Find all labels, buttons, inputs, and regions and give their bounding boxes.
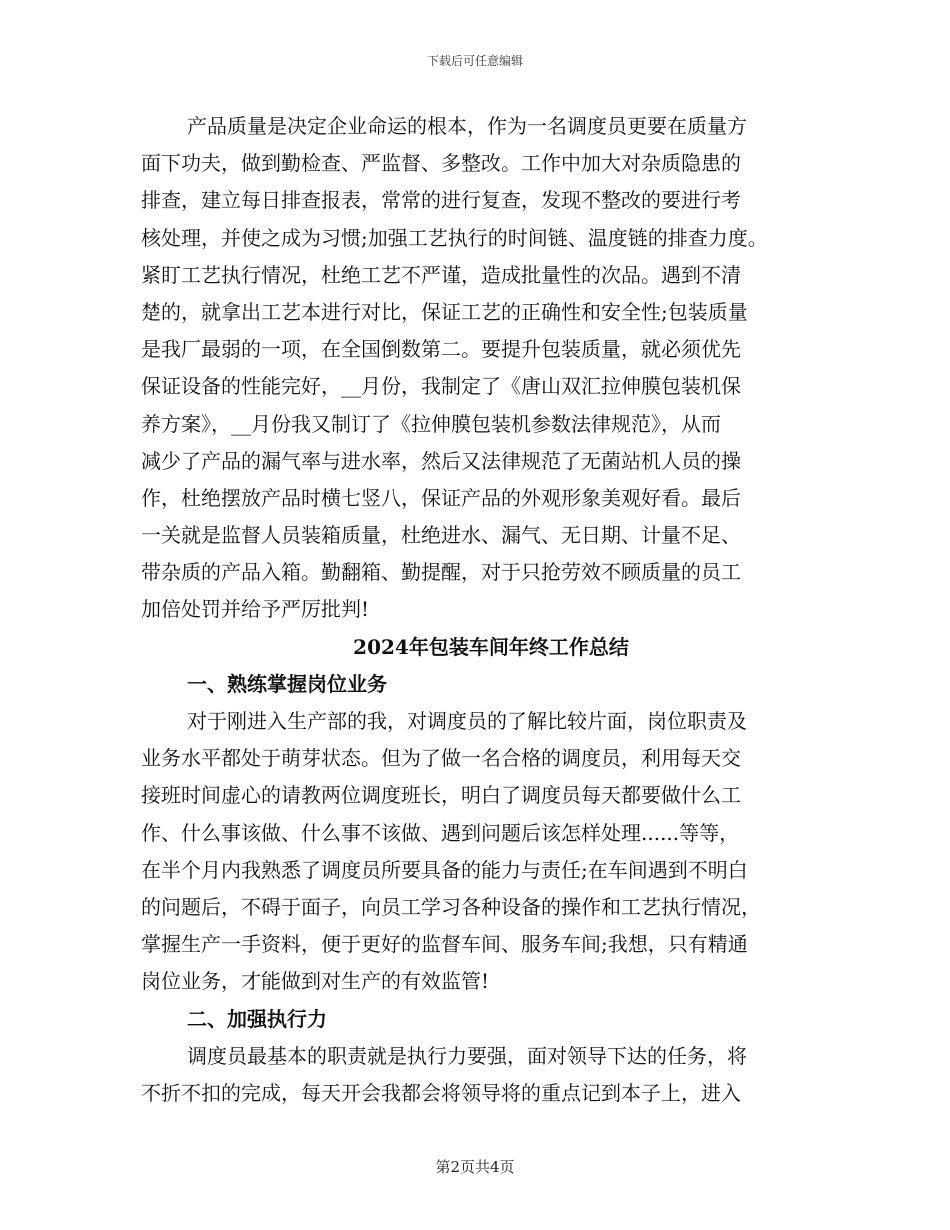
paragraph-line: 作、什么事该做、什么事不该做、遇到问题后该怎样处理......等等，	[141, 820, 740, 845]
paragraph-line: 产品质量是决定企业命运的根本，作为一名调度员更要在质量方	[187, 114, 747, 138]
paragraph-line: 加倍处罚并给予严厉批判!	[141, 597, 370, 622]
paragraph-line: 是我厂最弱的一项，在全国倒数第二。要提升包装质量，就必须优先	[141, 337, 741, 362]
paragraph-line: 掌握生产一手资料，便于更好的监督车间、服务车间;我想，只有精通	[141, 932, 748, 957]
paragraph-line: 一关就是监督人员装箱质量，杜绝进水、漏气、无日期、计量不足、	[141, 523, 741, 548]
paragraph-line: 在半个月内我熟悉了调度员所要具备的能力与责任;在车间遇到不明白	[141, 857, 748, 882]
paragraph-line: 保证设备的性能完好，__月份，我制定了《唐山双汇拉伸膜包装机保	[141, 374, 741, 399]
document-body	[141, 108, 831, 1112]
section-heading: 一、熟练掌握岗位业务	[187, 671, 387, 696]
paragraph-line: 作，杜绝摆放产品时横七竖八，保证产品的外观形象美观好看。最后	[141, 485, 741, 510]
paragraph-line: 业务水平都处于萌芽状态。但为了做一名合格的调度员，利用每天交	[141, 746, 741, 771]
document-title: 2024年包装车间年终工作总结	[353, 634, 629, 659]
paragraph-line: 减少了产品的漏气率与进水率，然后又法律规范了无菌站机人员的操	[141, 448, 741, 473]
paragraph-line: 养方案》，__月份我又制订了《拉伸膜包装机参数法律规范》，从而	[141, 411, 721, 436]
paragraph-line: 不折不扣的完成，每天开会我都会将领导将的重点记到本子上，进入	[141, 1080, 741, 1105]
paragraph-line: 调度员最基本的职责就是执行力要强，面对领导下达的任务，将	[187, 1043, 747, 1068]
page-header: 下载后可任意编辑	[426, 54, 523, 68]
section-heading: 二、加强执行力	[187, 1006, 327, 1031]
paragraph-line: 岗位业务，才能做到对生产的有效监管!	[141, 969, 490, 994]
paragraph-line: 排查，建立每日排查报表，常常的进行复查，发现不整改的要进行考	[141, 188, 741, 213]
paragraph-line: 接班时间虚心的请教两位调度班长，明白了调度员每天都要做什么工	[141, 783, 741, 808]
paragraph-line: 楚的，就拿出工艺本进行对比，保证工艺的正确性和安全性;包装质量	[141, 299, 748, 324]
paragraph-line: 核处理，并使之成为习惯;加强工艺执行的时间链、温度链的排查力度。	[141, 225, 768, 250]
paragraph-line: 紧盯工艺执行情况，杜绝工艺不严谨，造成批量性的次品。遇到不清	[141, 262, 741, 287]
paragraph-line: 对于刚进入生产部的我，对调度员的了解比较片面，岗位职责及	[187, 709, 747, 733]
paragraph-line: 面下功夫，做到勤检查、严监督、多整改。工作中加大对杂质隐患的	[141, 151, 741, 176]
page-footer: 第2页共4页	[435, 1158, 515, 1176]
paragraph-line: 带杂质的产品入箱。勤翻箱、勤提醒，对于只抢劳效不顾质量的员工	[141, 560, 741, 585]
paragraph-line: 的问题后，不碍于面子，向员工学习各种设备的操作和工艺执行情况，	[141, 894, 761, 919]
